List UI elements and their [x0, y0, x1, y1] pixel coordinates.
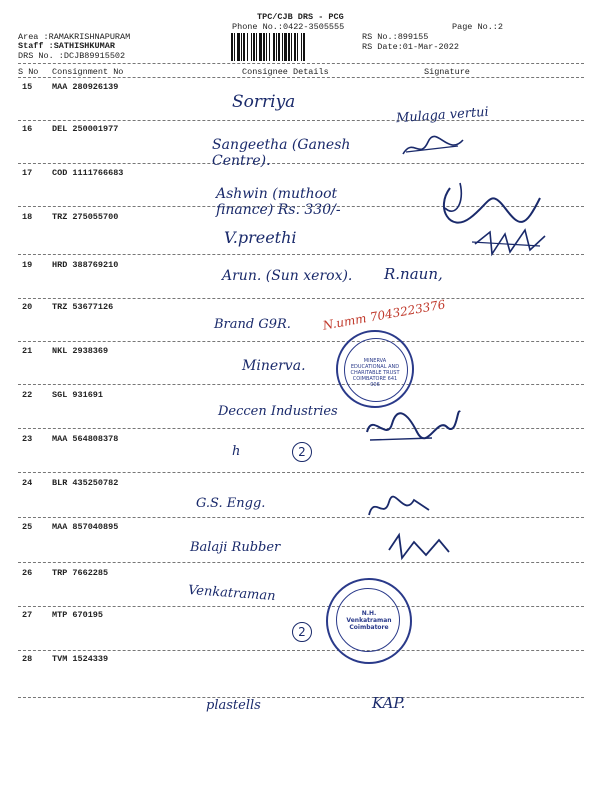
row-consignment-no: MAA 280926139: [52, 82, 119, 92]
drs-number: DRS No. :DCJB89915502: [18, 51, 126, 61]
row-sno: 25: [22, 522, 33, 532]
column-header-signature: Signature: [424, 67, 470, 77]
consignee-handwriting: Deccen Industries: [218, 404, 338, 419]
consignee-handwriting: Balaji Rubber: [190, 540, 281, 555]
document-title: TPC/CJB DRS - PCG: [257, 12, 344, 22]
row-divider: [18, 650, 584, 651]
barcode: [231, 33, 355, 61]
row-divider: [18, 298, 584, 299]
rs-date: RS Date:01-Mar-2022: [362, 42, 459, 52]
consignee-handwriting: Sangeetha (Ganesh Centre).: [212, 137, 351, 169]
row-sno: 21: [22, 346, 33, 356]
consignee-handwriting: Ashwin (muthoot finance) Rs. 330/-: [216, 186, 341, 218]
row-consignment-no: SGL 931691: [52, 390, 104, 400]
consignee-handwriting: Minerva.: [242, 358, 306, 374]
row-divider: [18, 562, 584, 563]
signature-handwriting: R.naun,: [384, 265, 443, 283]
row-consignment-no: TRZ 275055700: [52, 212, 119, 222]
venkatraman-stamp: N.H. Venkatraman Coimbatore: [326, 578, 412, 664]
row-sno: 15: [22, 82, 33, 92]
row-sno: 23: [22, 434, 33, 444]
row-consignment-no: TVM 1524339: [52, 654, 109, 664]
signature-scribble: [364, 490, 434, 522]
area-label: Area :RAMAKRISHNAPURAM: [18, 32, 131, 42]
signature-scribble: [384, 530, 454, 562]
staff-label: Staff :SATHISHKUMAR: [18, 41, 115, 51]
signature-scribble: [398, 132, 468, 162]
row-divider: [18, 341, 584, 342]
trust-stamp: MINERVA EDUCATIONAL AND CHARITABLE TRUST COIMBATORE 641 006: [336, 330, 414, 408]
signature-handwriting: KAP.: [372, 694, 406, 712]
consignee-handwriting: Brand G9R.: [214, 317, 291, 332]
row-divider: [18, 120, 584, 121]
row-sno: 26: [22, 568, 33, 578]
row-consignment-no: MAA 857040895: [52, 522, 119, 532]
signature-handwriting: Mulaga vertui: [395, 104, 490, 127]
consignee-handwriting: Arun. (Sun xerox).: [222, 268, 353, 284]
consignee-handwriting: V.preethi: [224, 228, 297, 247]
row-sno: 22: [22, 390, 33, 400]
signature-scribble: [470, 224, 550, 260]
row-consignment-no: MTP 670195: [52, 610, 104, 620]
consignee-handwriting: h: [232, 444, 241, 459]
row-consignment-no: DEL 250001977: [52, 124, 119, 134]
row-consignment-no: TRZ 53677126: [52, 302, 114, 312]
row-divider: [18, 472, 584, 473]
row-divider: [18, 606, 584, 607]
rs-number: RS No.:899155: [362, 32, 429, 42]
row-sno: 24: [22, 478, 33, 488]
row-consignment-no: BLR 435250782: [52, 478, 119, 488]
consignee-handwriting: Venkatraman: [187, 582, 276, 605]
divider: [18, 77, 584, 78]
row-sno: 19: [22, 260, 33, 270]
circled-number: 2: [292, 622, 312, 642]
circled-number: 2: [292, 442, 312, 462]
row-sno: 17: [22, 168, 33, 178]
row-consignment-no: TRP 7662285: [52, 568, 109, 578]
row-consignment-no: COD 1111766683: [52, 168, 124, 178]
divider: [18, 63, 584, 64]
row-sno: 27: [22, 610, 33, 620]
row-divider: [18, 428, 584, 429]
signature-scribble: [362, 402, 462, 448]
consignee-handwriting: Sorriya: [232, 92, 296, 112]
row-divider: [18, 384, 584, 385]
row-sno: 20: [22, 302, 33, 312]
row-consignment-no: NKL 2938369: [52, 346, 109, 356]
red-phone-note: N.umm 7043223376: [321, 297, 447, 333]
row-divider: [18, 517, 584, 518]
consignee-handwriting: plastells: [206, 698, 261, 713]
column-header-sno: S No: [18, 67, 39, 77]
page-number: Page No.:2: [452, 22, 504, 32]
row-consignment-no: MAA 564808378: [52, 434, 119, 444]
row-consignment-no: HRD 388769210: [52, 260, 119, 270]
consignee-handwriting: G.S. Engg.: [196, 496, 266, 511]
row-sno: 28: [22, 654, 33, 664]
column-header-consignee: Consignee Details: [242, 67, 329, 77]
row-sno: 18: [22, 212, 33, 222]
row-sno: 16: [22, 124, 33, 134]
column-header-consignment: Consignment No: [52, 67, 124, 77]
row-divider: [18, 697, 584, 698]
phone-number: Phone No.:0422-3505555: [232, 22, 345, 32]
